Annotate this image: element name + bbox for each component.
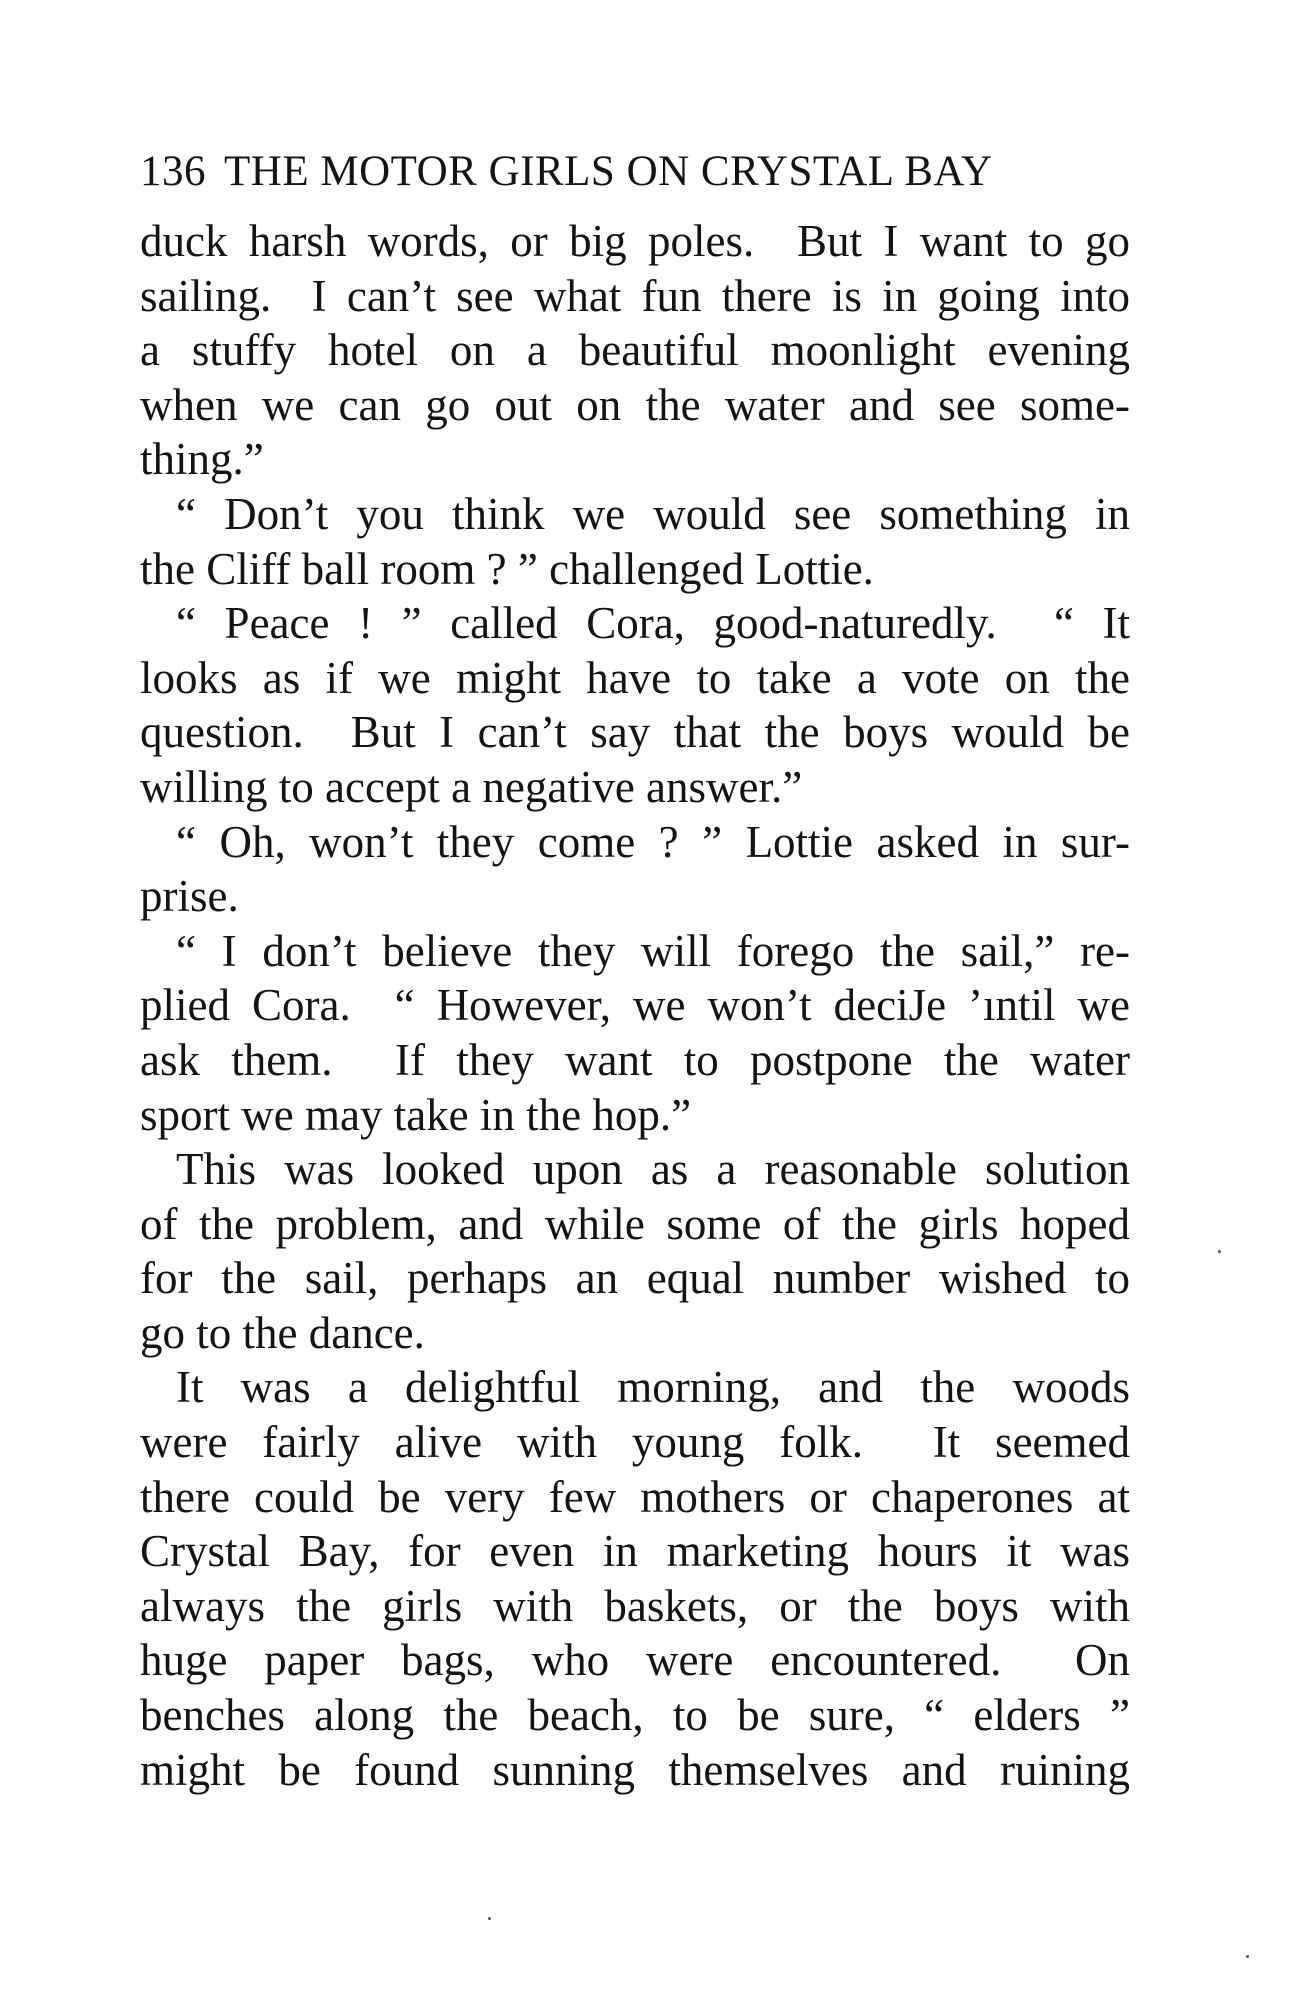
- page-number: 136: [140, 148, 206, 195]
- print-speck: [488, 1917, 491, 1920]
- text-line: might be found sunning themselves and ruining: [140, 1744, 1130, 1795]
- text-line: of the problem, and while some of the girls hoped: [140, 1198, 1130, 1249]
- text-line: thing.”: [140, 434, 264, 485]
- text-line: for the sail, perhaps an equal number wished to: [140, 1253, 1130, 1304]
- text-line: question. But I can’t say that the boys would be: [140, 707, 1130, 758]
- text-line: It was a delightful morning, and the woods: [176, 1362, 1130, 1413]
- text-line: ask them. If they want to postpone the water: [140, 1034, 1130, 1085]
- text-line: always the girls with baskets, or the boys with: [140, 1580, 1130, 1631]
- print-speck: [1246, 1955, 1249, 1958]
- text-line: “ I don’t believe they will forego the sail,” re-: [176, 925, 1130, 976]
- text-line: sport we may take in the hop.”: [140, 1089, 692, 1140]
- text-line: when we can go out on the water and see some-: [140, 379, 1130, 430]
- body-text: [140, 214, 1130, 1797]
- text-line: This was looked upon as a reasonable solution: [176, 1144, 1130, 1195]
- text-line: the Cliff ball room ? ” challenged Lottie.: [140, 543, 874, 594]
- running-title: THE MOTOR GIRLS ON CRYSTAL BAY: [224, 148, 993, 195]
- text-line: “ Oh, won’t they come ? ” Lottie asked in sur-: [176, 816, 1130, 867]
- text-line: sailing. I can’t see what fun there is in going into: [140, 270, 1130, 321]
- text-line: there could be very few mothers or chaperones at: [140, 1471, 1130, 1522]
- text-line: looks as if we might have to take a vote on the: [140, 652, 1130, 703]
- text-line: Crystal Bay, for even in marketing hours it was: [140, 1526, 1130, 1577]
- print-speck: [1218, 1250, 1221, 1253]
- text-line: “ Don’t you think we would see something in: [176, 488, 1130, 539]
- text-line: huge paper bags, who were encountered. On: [140, 1635, 1130, 1686]
- text-line: plied Cora. “ However, we won’t deciJe ’ıntil we: [140, 980, 1130, 1031]
- text-line: benches along the beach, to be sure, “ elders ”: [140, 1690, 1130, 1741]
- text-line: “ Peace ! ” called Cora, good-naturedly. “ It: [176, 598, 1130, 649]
- text-line: duck harsh words, or big poles. But I want to go: [140, 216, 1130, 266]
- text-line: go to the dance.: [140, 1307, 425, 1358]
- text-line: a stuffy hotel on a beautiful moonlight evening: [140, 325, 1130, 376]
- text-line: were fairly alive with young folk. It seemed: [140, 1417, 1130, 1468]
- running-head: [140, 144, 1130, 200]
- text-line: willing to accept a negative answer.”: [140, 761, 803, 812]
- text-line: prise.: [140, 871, 239, 922]
